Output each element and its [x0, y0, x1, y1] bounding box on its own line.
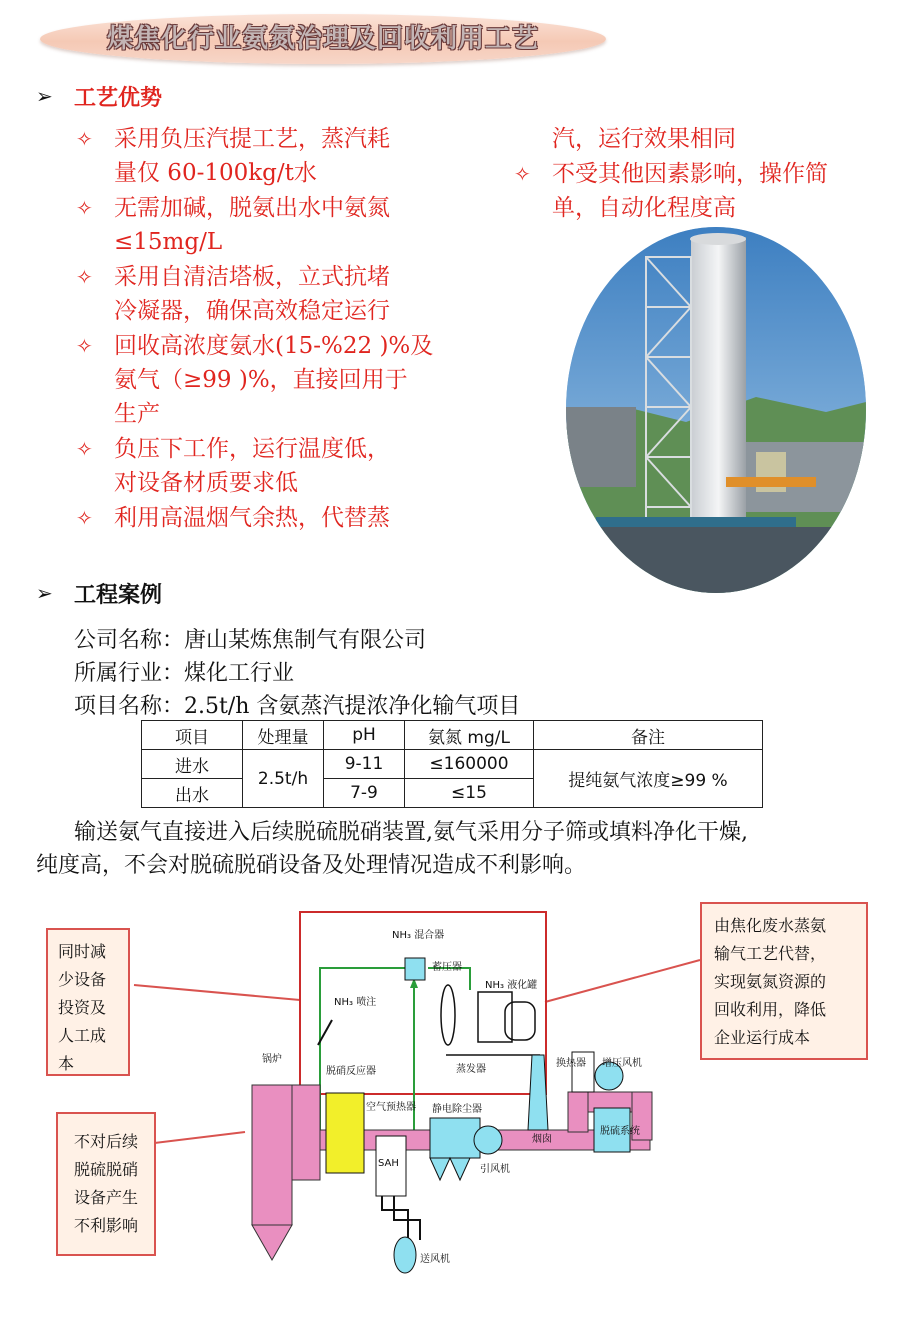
table-row: [142, 750, 763, 779]
denitration-reactor: [326, 1093, 364, 1173]
advantage-line: 冷凝器，确保高效稳定运行: [114, 298, 390, 324]
note-line: 企业运行成本: [714, 1028, 811, 1047]
bullet-diamond-icon: ✧: [76, 265, 93, 289]
note-no-impact: [56, 1112, 156, 1256]
connector-line: [134, 985, 300, 1000]
note-line: 不对后续: [74, 1132, 139, 1151]
project-name: 项目名称：2.5t/h 含氨蒸汽提浓净化输气项目: [74, 694, 521, 719]
bullet-diamond-icon: ✧: [76, 506, 93, 530]
table-header-row: [142, 721, 763, 750]
note-line: 设备产生: [74, 1188, 139, 1207]
bullet-diamond-icon: ✧: [76, 127, 93, 151]
label-id-fan: 引风机: [480, 1164, 510, 1175]
note-line: 投资及: [58, 998, 107, 1017]
label-sah: SAH: [378, 1158, 399, 1169]
note-line: 输气工艺代替，: [714, 944, 827, 963]
advantage-line: 对设备材质要求低: [114, 470, 298, 496]
label-mixer: NH₃ 混合器: [392, 930, 445, 941]
esp: [430, 1118, 480, 1158]
note-line: 回收利用，降低: [714, 1000, 827, 1019]
table-cell: 进水: [142, 750, 243, 779]
label-boiler: 锅炉: [262, 1054, 282, 1065]
chimney: [528, 1055, 548, 1130]
tower-photo: [566, 227, 866, 593]
note-resource-recovery: [700, 902, 868, 1060]
advantage-line: 量仅 60-100kg/t水: [114, 160, 317, 186]
table-cell: 2.5t/h: [243, 750, 324, 808]
advantage-line: 生产: [114, 401, 160, 427]
label-evaporator: 蒸发器: [456, 1064, 486, 1075]
bullet-diamond-icon: ✧: [76, 196, 93, 220]
table-header: 氨氮 mg/L: [405, 721, 534, 750]
label-buffer: 蓄压器: [432, 962, 462, 973]
note-line: 由焦化废水蒸氨: [714, 916, 827, 935]
industry: 所属行业：煤化工行业: [74, 661, 295, 686]
label-air-preheater: 空气预热器: [366, 1102, 416, 1113]
case-table: [141, 720, 763, 808]
label-chimney: 烟囱: [532, 1134, 552, 1145]
label-desulf: 脱硫系统: [600, 1126, 640, 1137]
table-header: pH: [324, 721, 405, 750]
label-sprayer: NH₃ 喷注: [334, 997, 377, 1008]
table-header: 处理量: [243, 721, 324, 750]
bullet-diamond-icon: ✧: [76, 437, 93, 461]
id-fan: [474, 1126, 502, 1154]
bullet-diamond-icon: ✧: [76, 334, 93, 358]
label-reactor: 脱硝反应器: [326, 1066, 376, 1077]
advantage-line: 氨气（≥99 )%，直接回用于: [114, 367, 408, 393]
note-line: 人工成: [58, 1026, 107, 1045]
table-cell: ≤15: [405, 779, 534, 808]
table-cell: 7-9: [324, 779, 405, 808]
note-line: 不利影响: [74, 1216, 139, 1235]
advantage-line: 采用负压汽提工艺，蒸汽耗: [114, 126, 390, 152]
label-booster-fan: 增压风机: [602, 1058, 642, 1069]
table-cell: 提纯氨气浓度≥99 %: [534, 750, 763, 808]
label-liquefier: NH₃ 液化罐: [485, 980, 538, 991]
label-heat-exchanger: 换热器: [556, 1058, 586, 1069]
table-cell: 出水: [142, 779, 243, 808]
section-marker-icon: ➢: [36, 84, 53, 108]
connector-line: [545, 960, 700, 1002]
section-marker-icon: ➢: [36, 581, 53, 605]
table-header: 项目: [142, 721, 243, 750]
note-line: 实现氨氮资源的: [714, 972, 827, 991]
advantage-line: 不受其他因素影响，操作简: [552, 161, 828, 187]
advantage-line: 单，自动化程度高: [552, 195, 736, 221]
label-fd-fan: 送风机: [420, 1254, 450, 1265]
note-line: 少设备: [58, 970, 107, 989]
note-investment: [46, 928, 130, 1076]
section-title-advantages: 工艺优势: [74, 85, 163, 111]
advantage-line: 汽，运行效果相同: [552, 126, 736, 152]
paragraph-line: 输送氨气直接进入后续脱硫脱硝装置,氨气采用分子筛或填料净化干燥,: [74, 820, 748, 845]
advantage-line: 利用高温烟气余热，代替蒸: [114, 505, 390, 531]
advantage-line: 负压下工作，运行温度低，: [114, 436, 390, 462]
table-header: 备注: [534, 721, 763, 750]
advantage-line: 无需加碱，脱氨出水中氨氮: [114, 195, 390, 221]
note-line: 同时减: [58, 942, 107, 961]
table-cell: 9-11: [324, 750, 405, 779]
fd-fan: [394, 1237, 416, 1273]
note-line: 脱硫脱硝: [74, 1160, 139, 1179]
paragraph-line: 纯度高，不会对脱硫脱硝设备及处理情况造成不利影响。: [36, 853, 587, 878]
advantage-line: 采用自清洁塔板，立式抗堵: [114, 264, 390, 290]
page-title: 煤焦化行业氨氮治理及回收利用工艺: [106, 24, 539, 54]
label-esp: 静电除尘器: [432, 1104, 482, 1115]
note-line: 本: [58, 1054, 75, 1073]
table-cell: ≤160000: [405, 750, 534, 779]
bullet-diamond-icon: ✧: [514, 162, 531, 186]
advantage-line: ≤15mg/L: [114, 229, 223, 255]
company-name: 公司名称：唐山某炼焦制气有限公司: [74, 628, 427, 653]
advantage-line: 回收高浓度氨水(15-%22 )%及: [114, 333, 434, 359]
section-title-case: 工程案例: [74, 582, 163, 608]
